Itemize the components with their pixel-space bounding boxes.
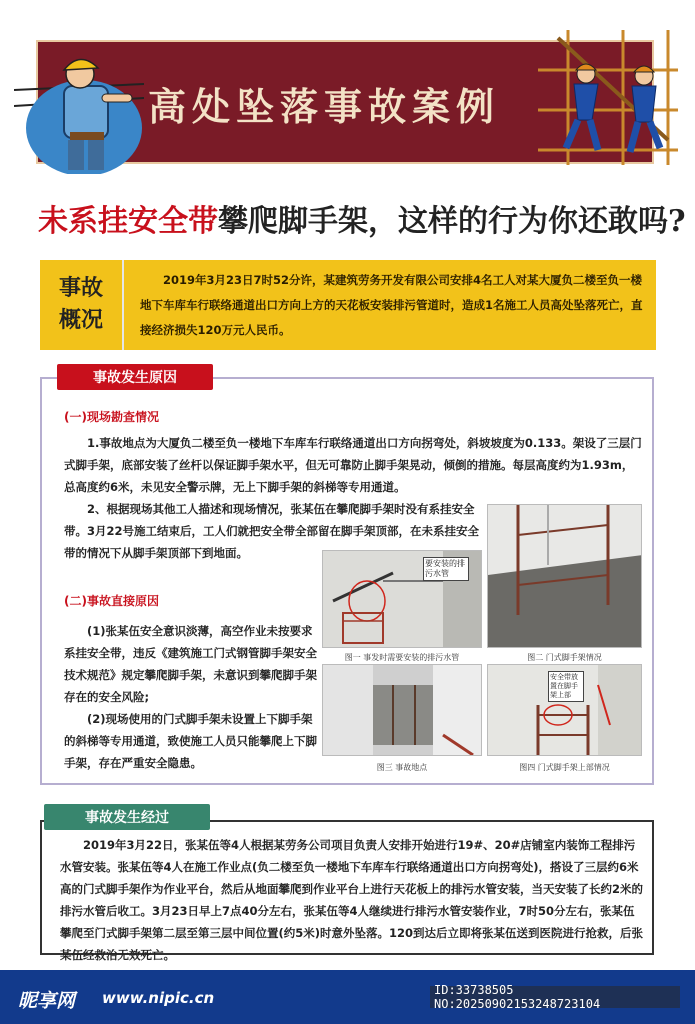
photo-accident-site-graphic [323, 665, 482, 756]
headline-rest: 攀爬脚手架，这样的行为你还敢吗? [218, 204, 686, 239]
process-tab: 事故发生经过 [44, 804, 210, 830]
photo2-caption: 图二 门式脚手架情况 [527, 653, 602, 662]
banner-title: 高处坠落事故案例 [148, 84, 501, 129]
photo4-callout: 安全带放置在脚手架上部 [548, 671, 584, 702]
headline [38, 196, 686, 240]
watermark-id: ID:33738505 NO:20250902153248723104 [430, 986, 680, 1008]
causes-tab: 事故发生原因 [57, 364, 213, 390]
section2-paragraph1: (1)张某伍安全意识淡薄，高空作业未按要求系挂安全带，违反《建筑施工门式钢管脚手架安全技术规范》规定攀爬脚手架，未意识到攀爬脚手架存在的安全风险; [64, 624, 317, 704]
photo-accident-site [322, 664, 482, 756]
overview-label [40, 260, 124, 350]
watermark-logo: 昵享网 [18, 990, 76, 1012]
overview-label-line2: 概况 [58, 308, 103, 333]
section1-paragraph1: 1.事故地点为大厦负二楼至负一楼地下车库车行联络通道出口方向拐弯处，斜坡坡度为0.133。架设了三层门式脚手架，底部安装了丝杆以保证脚手架水平，但无可靠防止脚手架晃动，倾倒的措施。每层高度约为1.93m，总高度约6米，未见安全警示牌，无上下脚手架的斜梯等专用通道。 [64, 436, 642, 494]
watermark-url: www.nipic.cn [102, 989, 215, 1007]
section1-paragraph2: 2、根据现场其他工人描述和现场情况，张某伍在攀爬脚手架时没有系挂安全带。3月22号施工结束后，工人们就把安全带全部留在脚手架顶部，在未系挂安全带的情况下从脚手架顶部下到地面。 [64, 502, 480, 560]
overview-text: 2019年3月23日7时52分许，某建筑劳务开发有限公司安排4名工人对某大厦负二楼至负一楼地下车库车行联络通道出口方向上方的天花板安装排污管道时，造成1名施工人员高处坠落死亡，直接经济损失120万元人民币。 [140, 273, 643, 337]
section2-paragraph2: (2)现场使用的门式脚手架未设置上下脚手架的斜梯等专用通道，致使施工人员只能攀爬上下脚手架，存在严重安全隐患。 [64, 712, 317, 770]
photo4-caption: 图四 门式脚手架上部情况 [519, 763, 610, 772]
photo-scaffold-overview [487, 504, 642, 648]
process-text: 2019年3月22日，张某伍等4人根据某劳务公司项目负责人安排开始进行19#、20#店铺室内装饰工程排污水管安装。张某伍等4人在施工作业点(负二楼至负一楼地下车库车行联络通道出口方向拐弯处)，搭设了三层约6米高的门式脚手架作为作业平台，然后从地面攀爬到作业平台上进行天花板上的排污水管安装，当天安装了长约2米的排污水管后收工。3月23日早上7点40分左右，张某伍等4人继续进行排污水管安装作业，7时50分左右，张某伍攀爬至门式脚手架第二层至第三层中间位置(约5米)时意外坠落。120到达后立即将张某伍送到医院进行抢救，后张某伍经救治无效死亡。 [60, 838, 644, 962]
headline-highlight: 未系挂安全带 [38, 204, 218, 239]
photo-scaffold-top [487, 664, 642, 756]
lineman-worker-illustration [14, 48, 144, 174]
section2-title: (二)事故直接原因 [64, 594, 159, 608]
overview-panel [40, 260, 656, 350]
photo1-callout: 要安装的排污水管 [423, 557, 469, 581]
photo3-caption: 图三 事故地点 [376, 763, 428, 772]
photo-scaffold-overview-graphic [488, 505, 642, 648]
section1-title: (一)现场勘查情况 [64, 410, 159, 424]
photo-drain-pipe [322, 550, 482, 648]
photo1-caption: 图一 事发时需要安装的排污水管 [344, 653, 460, 662]
overview-label-line1: 事故 [58, 276, 103, 301]
falling-workers-illustration [528, 30, 678, 165]
